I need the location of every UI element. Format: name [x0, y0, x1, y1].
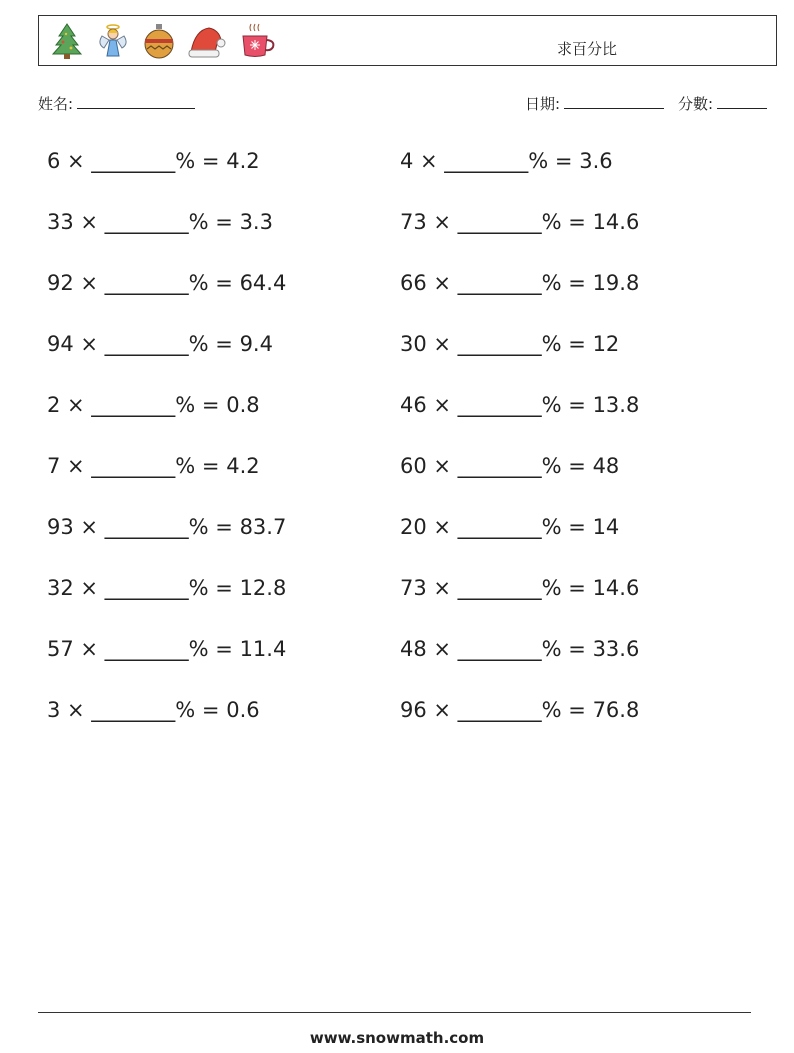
name-line — [77, 94, 195, 109]
problem-left-7: 93 × ________% = 83.7 — [47, 515, 287, 539]
problem-right-6: 60 × ________% = 48 — [400, 454, 620, 478]
problem-left-5: 2 × ________% = 0.8 — [47, 393, 260, 417]
problem-right-9: 48 × ________% = 33.6 — [400, 637, 640, 661]
problem-right-7: 20 × ________% = 14 — [400, 515, 620, 539]
name-field[interactable] — [38, 93, 195, 114]
problem-right-3: 66 × ________% = 19.8 — [400, 271, 640, 295]
date-line — [564, 94, 664, 109]
score-line — [717, 94, 767, 109]
problem-left-3: 92 × ________% = 64.4 — [47, 271, 287, 295]
header-box — [38, 15, 777, 66]
christmas-tree-icon — [49, 22, 85, 60]
problem-right-5: 46 × ________% = 13.8 — [400, 393, 640, 417]
date-field[interactable] — [525, 93, 664, 114]
ornament-ball-icon — [141, 22, 177, 60]
problem-left-2: 33 × ________% = 3.3 — [47, 210, 273, 234]
score-field[interactable] — [678, 93, 767, 114]
problem-right-2: 73 × ________% = 14.6 — [400, 210, 640, 234]
problem-right-8: 73 × ________% = 14.6 — [400, 576, 640, 600]
santa-hat-icon — [187, 22, 227, 60]
problem-left-8: 32 × ________% = 12.8 — [47, 576, 287, 600]
problem-right-4: 30 × ________% = 12 — [400, 332, 620, 356]
problem-left-1: 6 × ________% = 4.2 — [47, 149, 260, 173]
problem-left-9: 57 × ________% = 11.4 — [47, 637, 287, 661]
angel-icon — [95, 22, 131, 60]
name-label: 姓名: — [38, 95, 74, 113]
problem-left-6: 7 × ________% = 4.2 — [47, 454, 260, 478]
problem-left-4: 94 × ________% = 9.4 — [47, 332, 273, 356]
footer-url[interactable]: www.snowmath.com — [309, 1029, 485, 1047]
problem-left-10: 3 × ________% = 0.6 — [47, 698, 260, 722]
hot-cup-icon — [237, 22, 277, 60]
page-title: 求百分比 — [557, 40, 618, 58]
problem-right-1: 4 × ________% = 3.6 — [400, 149, 613, 173]
header-icons — [49, 22, 277, 60]
score-label: 分數: — [678, 95, 714, 113]
problem-right-10: 96 × ________% = 76.8 — [400, 698, 640, 722]
footer-divider — [38, 1012, 751, 1013]
date-label: 日期: — [525, 95, 561, 113]
